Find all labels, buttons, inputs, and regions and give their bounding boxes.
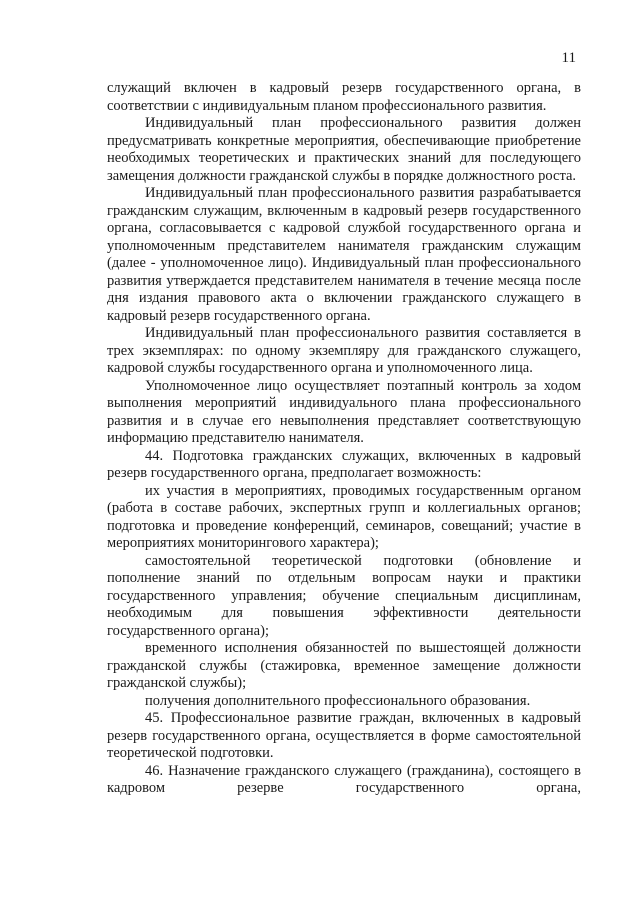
paragraph-continuation: служащий включен в кадровый резерв государственного органа, в соответствии с индивидуальным планом профессионального развития. [107, 80, 581, 114]
document-body [107, 80, 581, 798]
paragraph-item-44: 44. Подготовка гражданских служащих, включенных в кадровый резерв государственного органа, предполагает возможность: [107, 447, 581, 481]
paragraph-plan-content: Индивидуальный план профессионального развития должен предусматривать конкретные мероприятия, обеспечивающие приобретение необходимых теоретических и практических знаний для последующего замещения должности гражданской службы в порядке должностного роста. [107, 115, 581, 184]
paragraph-item-44-education: получения дополнительного профессионального образования. [145, 692, 531, 709]
paragraph-item-44-temporary-duties: временного исполнения обязанностей по вышестоящей должности гражданской службы (стажировка, временное замещение должности гражданской службы); [107, 640, 581, 691]
paragraph-item-44-self-study: самостоятельной теоретической подготовки (обновление и пополнение знаний по отдельным вопросам науки и практики государственного управления; обучение специальным дисциплинам, необходимым для повышения эффективности деятельности государственного органа); [107, 552, 581, 639]
page-number: 11 [561, 50, 576, 66]
paragraph-item-44-participation: их участия в мероприятиях, проводимых государственным органом (работа в составе рабочих, экспертных групп и коллегиальных органов; подготовка и проведение конференций, семинаров, совещаний; участие в мероприятиях мониторингового характера); [107, 482, 581, 551]
paragraph-item-46: 46. Назначение гражданского служащего (гражданина), состоящего в кадровом резерве государственного органа, [107, 762, 581, 796]
paragraph-item-45: 45. Профессиональное развитие граждан, включенных в кадровый резерв государственного органа, осуществляется в форме самостоятельной теоретической подготовки. [107, 710, 581, 761]
paragraph-plan-development: Индивидуальный план профессионального развития разрабатывается гражданским служащим, включенным в кадровый резерв государственного органа, согласовывается с кадровой службой государственного органа и уполномоченным представителем нанимателя гражданским служащим (далее - уполномоченное лицо). Индивидуальный план профессионального развития утверждается представителем нанимателя в течение месяца после дня издания правового акта о включении гражданского служащего в кадровый резерв государственного органа. [107, 185, 581, 324]
paragraph-plan-control: Уполномоченное лицо осуществляет поэтапный контроль за ходом выполнения мероприятий индивидуального плана профессионального развития и в случае его невыполнения представляет соответствующую информацию представителю нанимателя. [107, 377, 581, 446]
paragraph-plan-copies: Индивидуальный план профессионального развития составляется в трех экземплярах: по одному экземпляру для гражданского служащего, кадровой службы государственного органа и уполномоченного лица. [107, 325, 581, 376]
